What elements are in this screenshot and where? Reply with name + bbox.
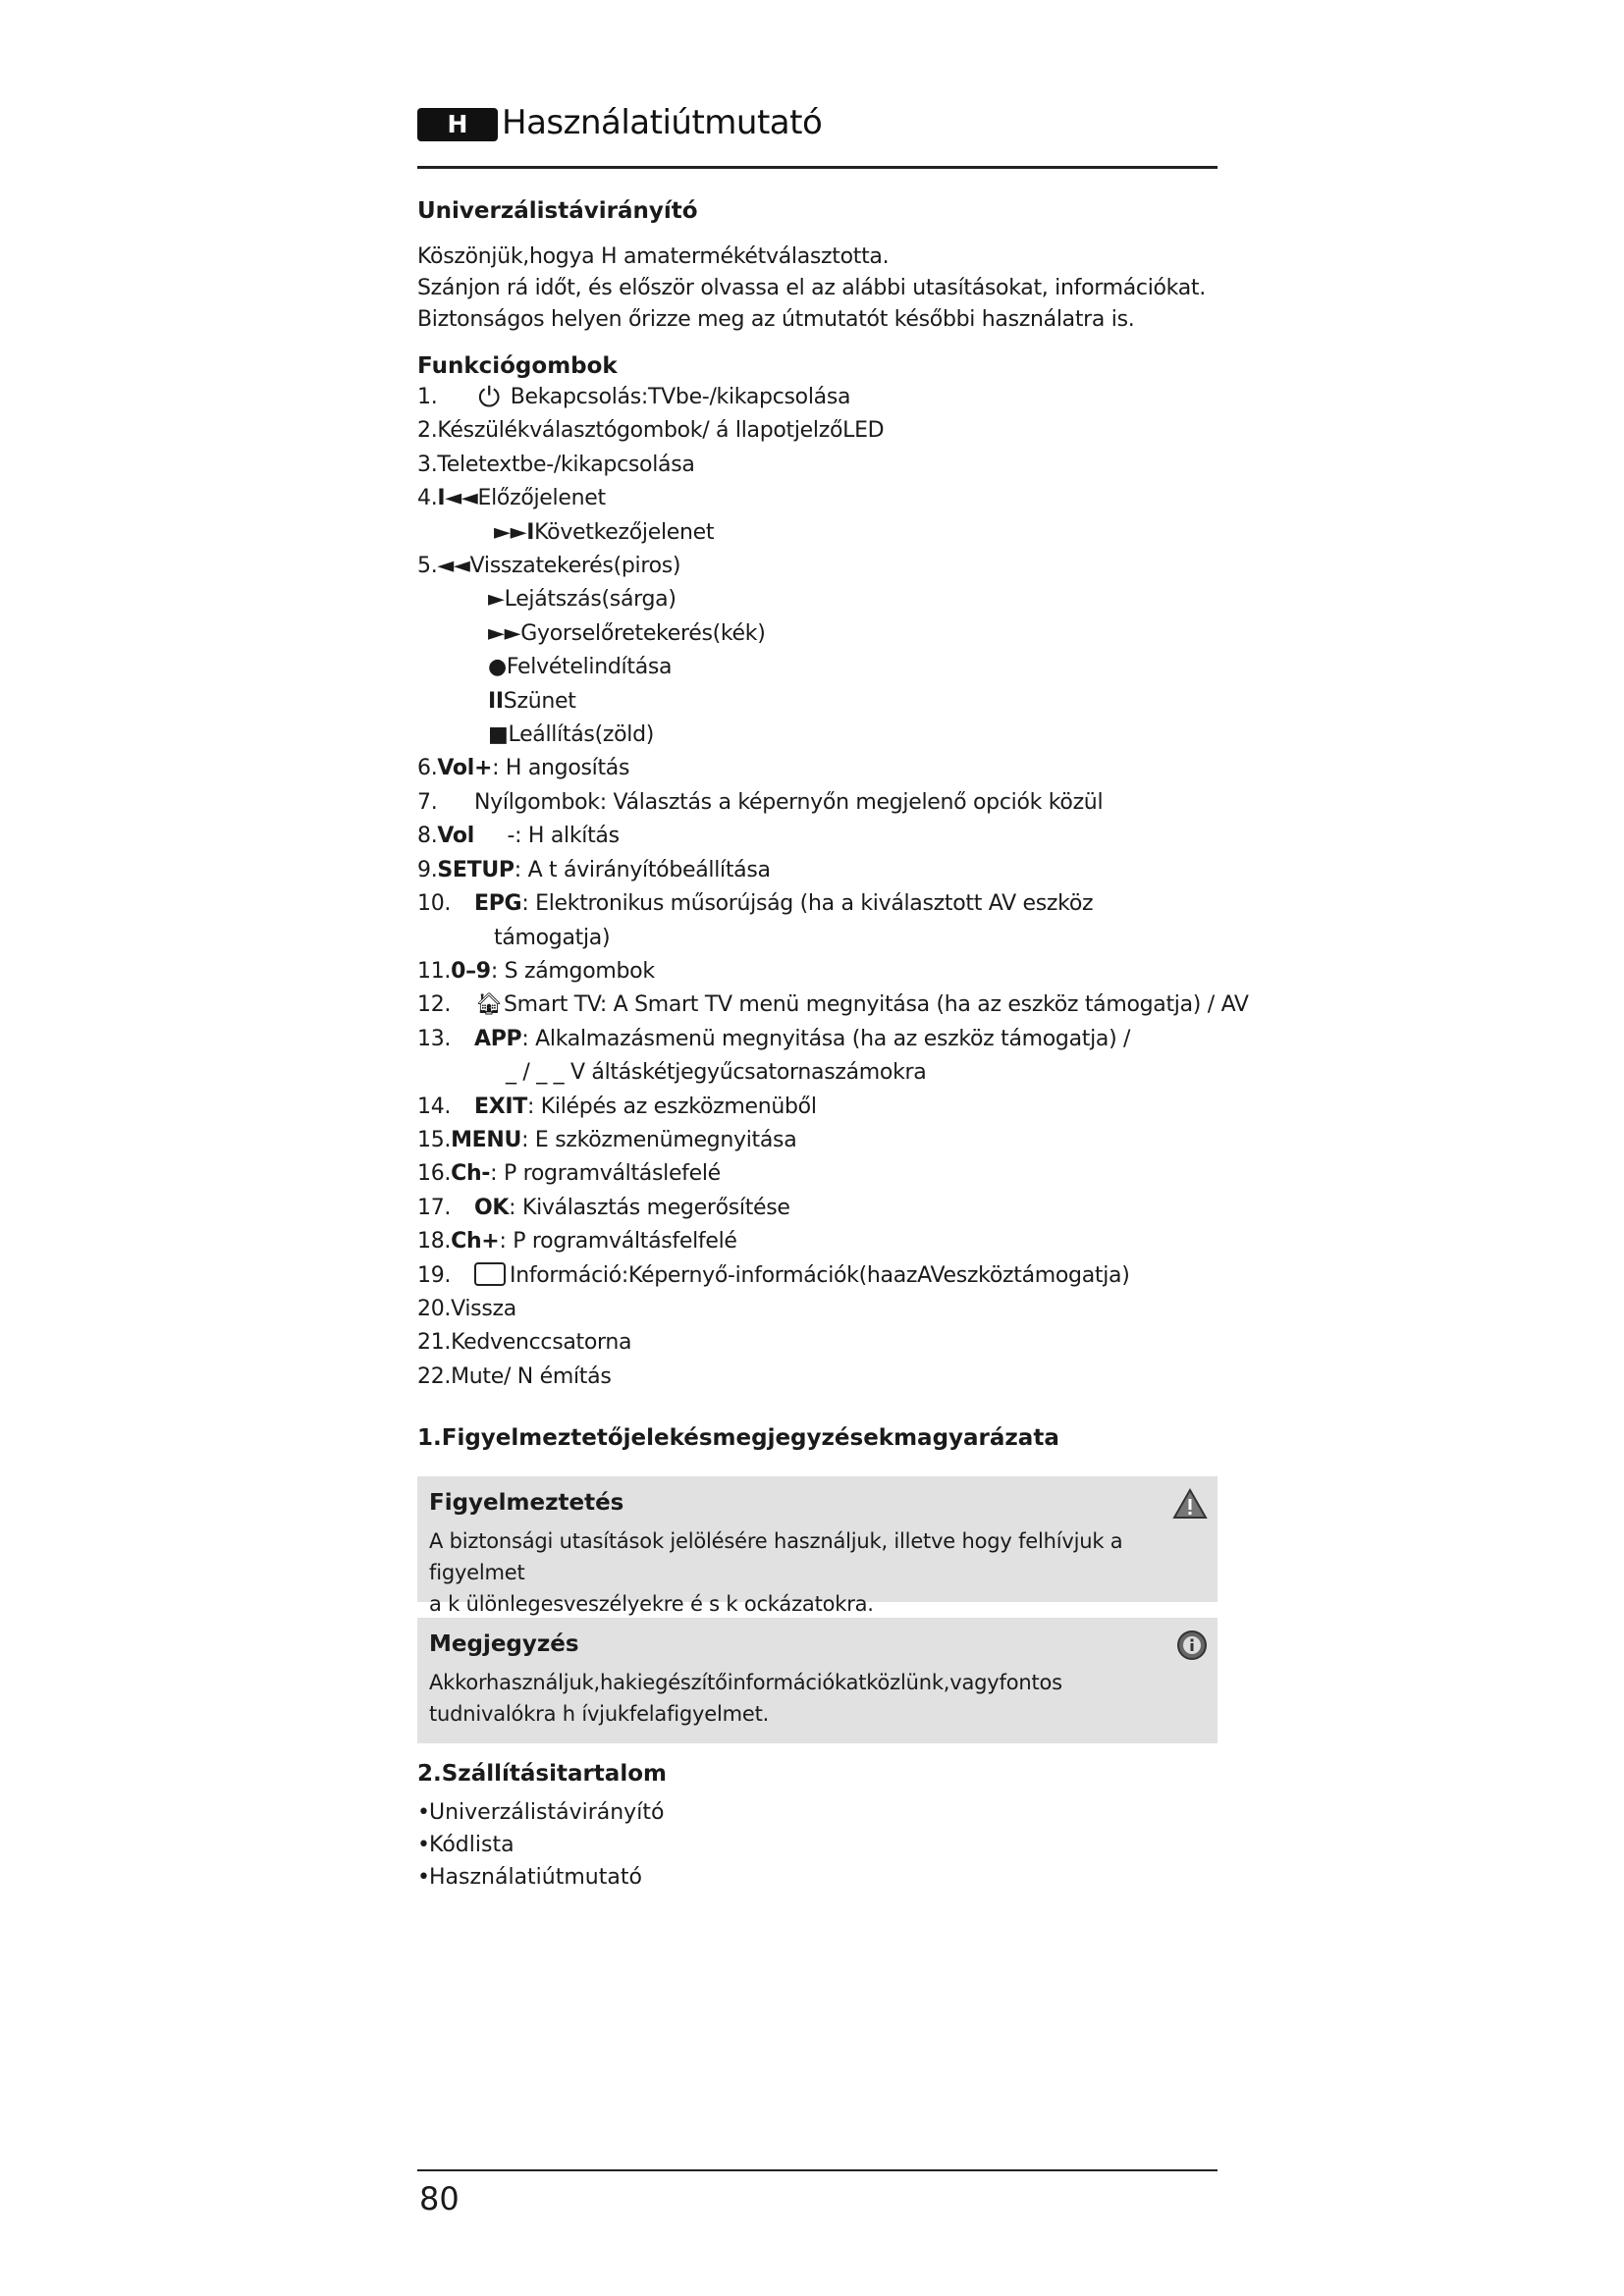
list-item: 9.SETUP: A t ávirányítóbeállítása [417, 857, 771, 882]
list-item: ►Lejátszás(sárga) [488, 587, 677, 613]
intro-line: Köszönjük,hogya H amatermékétválasztotta. [417, 244, 890, 269]
skip-forward-icon: ►►I [494, 519, 535, 545]
list-item: 22.Mute/ N émítás [417, 1363, 612, 1389]
intro-line: Szánjon rá időt, és először olvassa el az alábbi utasításokat, információkat. [417, 276, 1206, 300]
list-item: ●Felvételindítása [488, 655, 673, 680]
list-item: 8.Vol -: H alkítás [417, 824, 620, 849]
info-screen-icon [474, 1262, 506, 1286]
note-text: Akkorhasználjuk,hakiegészítőinformációkatközlünk,vagyfontos tudnivalókra h ívjukfelafigyelmet. [429, 1671, 1062, 1726]
section-1 [417, 1423, 1218, 1453]
list-item: 12. 🏠︎Smart TV: A Smart TV menü megnyitása (ha az eszköz támogatja) / AV [417, 988, 1218, 1022]
record-icon: ● [488, 655, 507, 680]
delivery-list [417, 1796, 1218, 1894]
list-item: 10. EPG: Elektronikus műsorújság (ha a kiválasztott AV eszköz [417, 891, 1094, 917]
functions-title: Funkciógombok [417, 353, 618, 379]
warning-title: Figyelmeztetés [429, 1490, 624, 1516]
pause-icon: II [488, 688, 504, 714]
list-item: ►►Gyorselőretekerés(kék) [488, 620, 766, 646]
list-item: 7. Nyílgombok: Választás a képernyőn megjelenő opciók közül [417, 789, 1104, 815]
list-item: 18.Ch+: P rogramváltásfelfelé [417, 1229, 737, 1255]
list-item: 17. OK: Kiválasztás megerősítése [417, 1195, 790, 1220]
intro-text [417, 241, 1218, 336]
list-item: •Használatiútmutató [417, 1865, 642, 1890]
power-icon: ⏻ [478, 381, 500, 413]
list-item: •Univerzálistávirányító [417, 1800, 665, 1825]
skip-back-icon: I◄◄ [437, 486, 478, 511]
play-icon: ► [488, 587, 505, 613]
fast-forward-icon: ►► [488, 620, 521, 646]
list-item: 2.Készülékválasztógombok/ á llapotjelzőLED [417, 418, 885, 444]
intro-section [417, 196, 1218, 336]
list-item: IISzünet [488, 688, 576, 714]
section-2 [417, 1759, 1218, 1894]
info-circle-icon [1176, 1629, 1208, 1661]
list-item: 3.Teletextbe-/kikapcsolása [417, 452, 695, 477]
home-icon: 🏠︎ [475, 992, 503, 1018]
intro-line: Biztonságos helyen őrizze meg az útmutatót későbbi használatra is. [417, 307, 1135, 332]
function-list [417, 381, 1249, 1394]
list-item: 19. Információ:Képernyő-információk(haazAVeszköztámogatja) [417, 1262, 1130, 1288]
list-item: 16.Ch-: P rogramváltáslefelé [417, 1161, 721, 1187]
list-item: támogatja) [494, 925, 611, 950]
list-item: 13. APP: Alkalmazásmenü megnyitása (ha az eszköz támogatja) / [417, 1026, 1131, 1051]
list-item: 11.0–9: S zámgombok [417, 958, 655, 984]
page-number: 80 [419, 2180, 460, 2217]
page-header [417, 98, 1218, 157]
intro-title: Univerzálistávirányító [417, 198, 698, 224]
language-badge: H [417, 108, 498, 141]
list-item: 4.I◄◄Előzőjelenet [417, 486, 606, 511]
list-item: 21.Kedvenccsatorna [417, 1330, 632, 1356]
list-item: ►►IKövetkezőjelenet [494, 519, 715, 545]
warning-triangle-icon [1172, 1488, 1208, 1520]
rewind-icon: ◄◄ [437, 554, 470, 579]
note-title: Megjegyzés [429, 1631, 579, 1657]
list-item: 6.Vol+: H angosítás [417, 756, 630, 781]
list-item: _ / _ _ V áltáskétjegyűcsatornaszámokra [506, 1060, 927, 1086]
list-item: 1. ⏻ Bekapcsolás:TVbe-/kikapcsolása [417, 381, 851, 413]
section-2-title: 2.Szállításitartalom [417, 1761, 667, 1787]
note-box [417, 1618, 1218, 1743]
section-1-title: 1.Figyelmeztetőjelekésmegjegyzésekmagyarázata [417, 1425, 1059, 1451]
list-item: •Kódlista [417, 1833, 514, 1857]
list-item: ■Leállítás(zöld) [488, 722, 655, 748]
stop-icon: ■ [488, 722, 509, 748]
header-divider [417, 166, 1218, 169]
footer-divider [417, 2169, 1218, 2171]
warning-box [417, 1476, 1218, 1616]
list-item: 20.Vissza [417, 1296, 516, 1321]
list-item: 15.MENU: E szközmenümegnyitása [417, 1127, 797, 1152]
functions-section [417, 351, 1249, 1394]
list-item: 5.◄◄Visszatekerés(piros) [417, 554, 681, 579]
warning-text: A biztonsági utasítások jelölésére használjuk, illetve hogy felhívjuk a figyelmet a k ülönlegesveszélyekre é s k ockázatokra. [429, 1529, 1123, 1616]
list-item: 14. EXIT: Kilépés az eszközmenüből [417, 1094, 817, 1119]
document-title: Használatiútmutató [502, 103, 823, 142]
